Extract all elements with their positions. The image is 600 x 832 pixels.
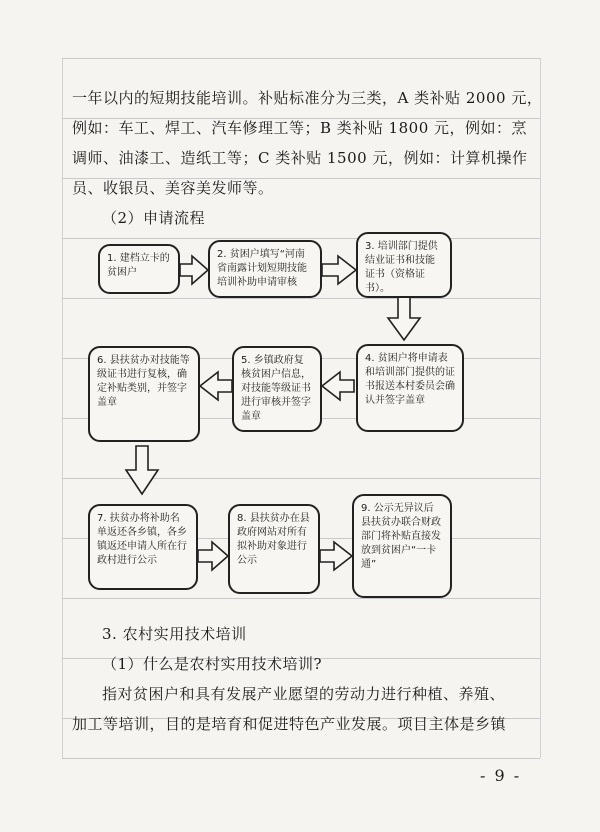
subheading-what-is: （1）什么是农村实用技术培训? — [102, 655, 323, 673]
paragraph-line: 调师、油漆工、造纸工等；C 类补贴 1500 元，例如：计算机操作 — [72, 149, 528, 167]
paragraph-line: 一年以内的短期技能培训。补贴标准分为三类，A 类补贴 2000 元， — [72, 89, 543, 107]
flow-step-2: 2. 贫困户填写“河南省南露计划短期技能培训补助申请审核 — [208, 240, 322, 298]
paragraph-line: 指对贫困户和具有发展产业愿望的劳动力进行种植、养殖、 — [102, 685, 506, 703]
arrow-down-icon — [388, 296, 420, 340]
arrow-left-icon — [322, 372, 354, 400]
paragraph-line: 加工等培训，目的是培育和促进特色产业发展。项目主体是乡镇 — [72, 715, 507, 733]
paragraph-line: 员、收银员、美容美发师等。 — [72, 179, 274, 197]
arrow-right-icon — [180, 256, 208, 284]
flow-step-8: 8. 县扶贫办在县政府网站对所有拟补助对象进行公示 — [228, 504, 320, 594]
subheading-application-process: （2）申请流程 — [102, 209, 206, 227]
section-heading-3: 3. 农村实用技术培训 — [102, 625, 247, 643]
flow-step-9: 9. 公示无异议后县扶贫办联合财政部门将补贴直接发放到贫困户“一卡通” — [352, 494, 452, 598]
arrow-down-icon — [126, 446, 158, 494]
arrow-left-icon — [200, 372, 232, 400]
arrow-right-icon — [198, 542, 228, 570]
arrow-right-icon — [320, 542, 352, 570]
page-number: - 9 - — [480, 766, 522, 785]
arrow-right-icon — [322, 256, 356, 284]
flow-step-1: 1. 建档立卡的贫困户 — [98, 244, 180, 294]
flow-step-5: 5. 乡镇政府复核贫困户信息，对技能等级证书进行审核并签字盖章 — [232, 346, 322, 432]
flow-step-7: 7. 扶贫办将补助名单返还各乡镇，各乡镇返还申请人所在行政村进行公示 — [88, 504, 198, 590]
flow-step-4: 4. 贫困户将申请表和培训部门提供的证书报送本村委员会确认并签字盖章 — [356, 344, 464, 432]
paragraph-line: 例如：车工、焊工、汽车修理工等；B 类补贴 1800 元，例如：烹 — [72, 119, 528, 137]
flow-step-3: 3. 培训部门提供结业证书和技能证书（资格证书）。 — [356, 232, 452, 298]
flow-step-6: 6. 县扶贫办对技能等级证书进行复核，确定补贴类别，并签字盖章 — [88, 346, 200, 442]
